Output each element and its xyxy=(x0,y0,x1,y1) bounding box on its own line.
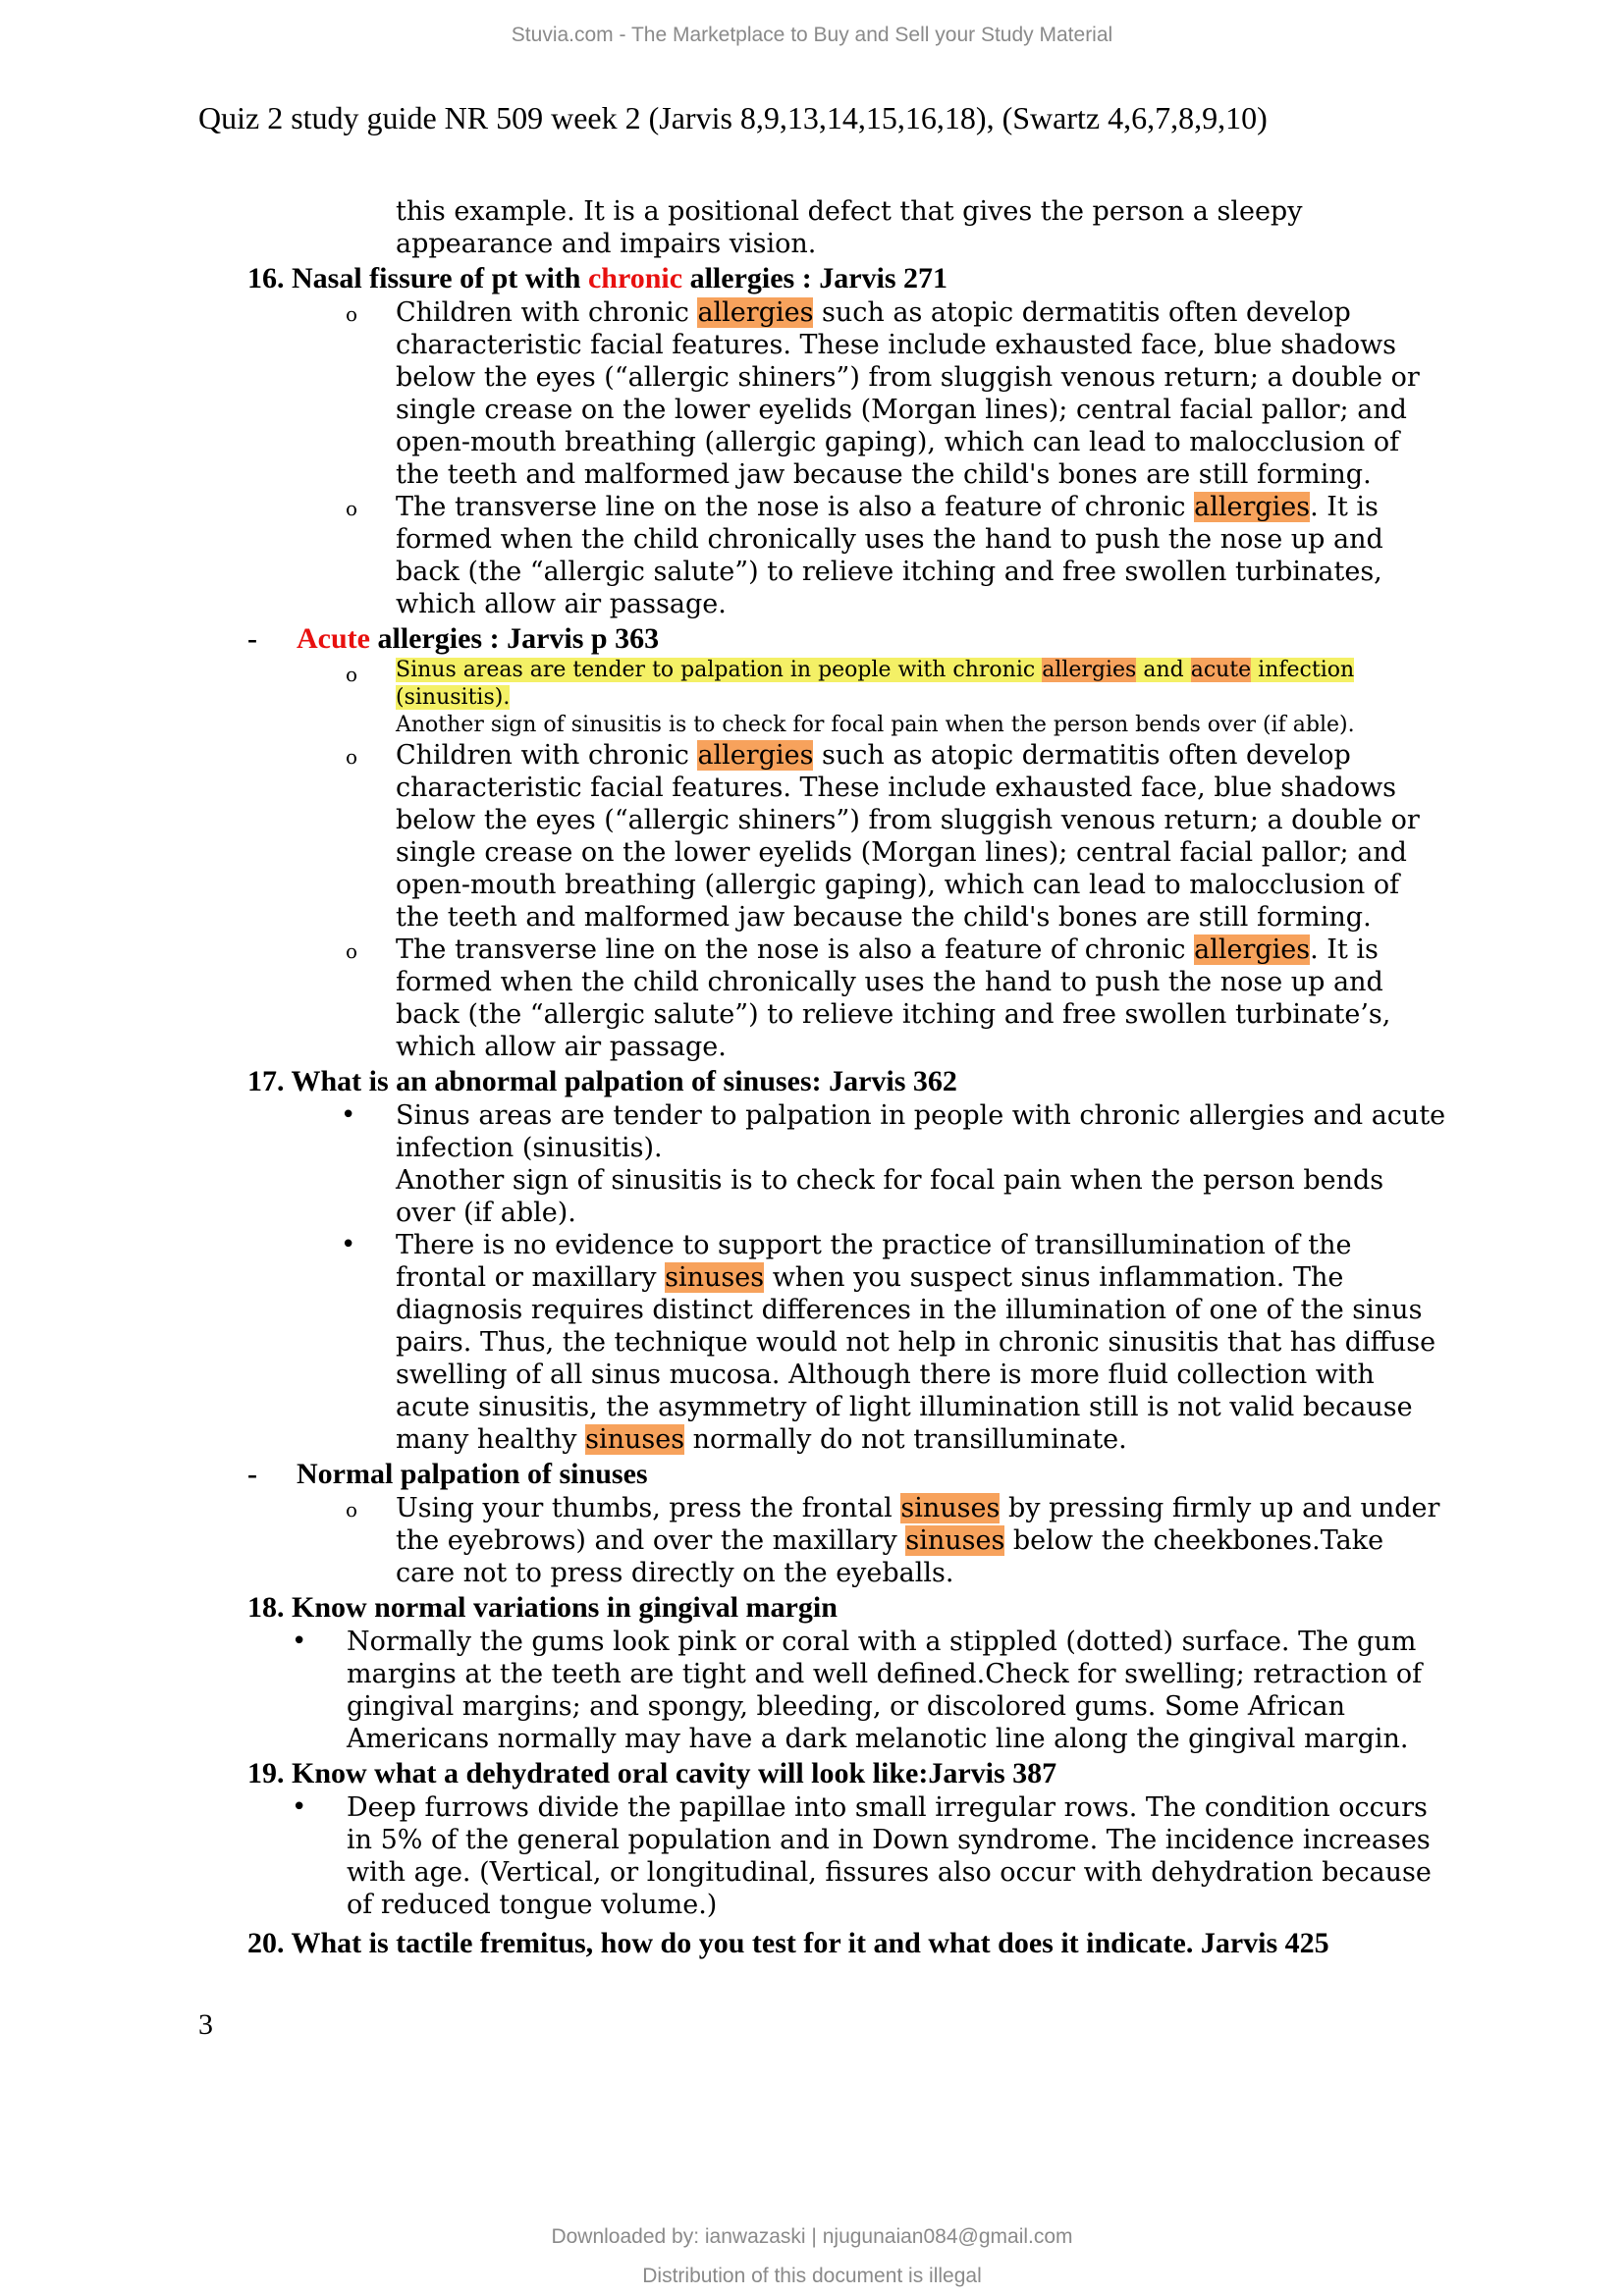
text-line: back (the “allergic salute”) to relieve itching and free swollen turbinates, xyxy=(396,557,1382,587)
text-span: when you suspect sinus inflammation. The xyxy=(764,1262,1344,1293)
circle-bullet-icon: o xyxy=(346,1498,358,1522)
normal-palpation-heading xyxy=(0,1456,1624,1492)
text-line: in 5% of the general population and in Down syndrome. The incidence increases xyxy=(347,1825,1431,1855)
text-line: the teeth and malformed jaw because the child's bones are still forming. xyxy=(396,902,1372,933)
yellow-highlight-span: and xyxy=(1136,658,1191,682)
text-line xyxy=(0,739,1624,772)
list-item xyxy=(0,1791,1624,1921)
circle-bullet-icon: o xyxy=(346,939,358,963)
acute-allergies-heading xyxy=(0,620,1624,657)
bullet-icon: • xyxy=(341,1100,356,1130)
text-line: Another sign of sinusitis is to check for focal pain when the person bends over (if able). xyxy=(396,713,1355,737)
highlight-span: acute xyxy=(1190,658,1252,682)
yellow-highlight-span: (sinusitis). xyxy=(396,685,511,710)
text-line xyxy=(0,1261,1624,1294)
text-line: acute sinusitis, the asymmetry of light illumination still is not valid because xyxy=(396,1392,1413,1422)
text-span: Children with chronic xyxy=(396,740,698,771)
text-span: Children with chronic xyxy=(396,297,698,328)
text-span: The transverse line on the nose is also a feature of chronic xyxy=(396,934,1195,965)
text-line: of reduced tongue volume.) xyxy=(347,1890,718,1920)
circle-bullet-icon: o xyxy=(346,497,358,520)
text-line: below the eyes (“allergic shiners”) from sluggish venous return; a double or xyxy=(396,805,1420,835)
dash-bullet-icon: - xyxy=(247,1458,257,1490)
list-item xyxy=(0,491,1624,620)
highlight-span: allergies xyxy=(1194,492,1311,522)
text-line: Normally the gums look pink or coral with a stippled (dotted) surface. The gum xyxy=(347,1627,1417,1657)
list-item xyxy=(0,1229,1624,1456)
text-span: . It is xyxy=(1310,492,1379,522)
bullet-icon: • xyxy=(292,1792,307,1822)
text-line: single crease on the lower eyelids (Morgan lines); central facial pallor; and xyxy=(396,395,1407,425)
text-span: below the cheekbones.Take xyxy=(1004,1525,1384,1556)
question-20-heading: 20. What is tactile fremitus, how do you test for it and what does it indicate. Jarvis 425 xyxy=(247,1927,1329,1959)
text-line: this example. It is a positional defect that gives the person a sleepy xyxy=(396,196,1303,227)
list-item xyxy=(0,1099,1624,1229)
page-number: 3 xyxy=(198,2008,213,2041)
text-span: frontal or maxillary xyxy=(396,1262,666,1293)
circle-bullet-icon: o xyxy=(346,745,358,769)
text-line xyxy=(0,1524,1624,1557)
text-line: diagnosis requires distinct differences in the illumination of one of the sinus xyxy=(396,1295,1423,1325)
question-19-heading: 19. Know what a dehydrated oral cavity will look like:Jarvis 387 xyxy=(247,1757,1057,1789)
bullet-icon: • xyxy=(341,1230,356,1259)
text-line: characteristic facial features. These include exhausted face, blue shadows xyxy=(396,773,1397,803)
text-line xyxy=(0,491,1624,523)
list-item xyxy=(0,1492,1624,1589)
text-line: Sinus areas are tender to palpation in people with chronic allergies and acute xyxy=(396,1100,1446,1131)
text-line: the teeth and malformed jaw because the child's bones are still forming. xyxy=(396,459,1372,490)
text-line: formed when the child chronically uses the hand to push the nose up and xyxy=(396,967,1383,997)
text-line: swelling of all sinus mucosa. Although there is more fluid collection with xyxy=(396,1360,1375,1390)
text-line xyxy=(0,934,1624,966)
highlight-span: allergies xyxy=(1194,934,1311,965)
text-span: . It is xyxy=(1310,934,1379,965)
text-line: characteristic facial features. These include exhausted face, blue shadows xyxy=(396,330,1397,360)
bullet-icon: • xyxy=(292,1627,307,1656)
highlight-span: sinuses xyxy=(905,1525,1005,1556)
downloaded-by-footer: Downloaded by: ianwazaski | njugunaian084@gmail.com xyxy=(551,2225,1073,2248)
text-span: normally do not transilluminate. xyxy=(684,1424,1127,1455)
text-line: over (if able). xyxy=(396,1198,576,1228)
list-item xyxy=(0,657,1624,739)
heading-text: Normal palpation of sinuses xyxy=(297,1458,648,1490)
stuvia-watermark: Stuvia.com - The Marketplace to Buy and Sell your Study Material xyxy=(511,24,1113,46)
text-line xyxy=(0,657,1624,684)
text-span: Using your thumbs, press the frontal xyxy=(396,1493,901,1523)
red-keyword: chronic xyxy=(587,262,683,294)
list-item xyxy=(0,739,1624,934)
dash-bullet-icon: - xyxy=(247,622,257,655)
page-body xyxy=(0,195,1624,1961)
text-span: by pressing firmly up and under xyxy=(1000,1493,1440,1523)
list-item xyxy=(0,296,1624,491)
heading-text: allergies : Jarvis p 363 xyxy=(369,622,660,655)
highlight-span: sinuses xyxy=(900,1493,1001,1523)
text-line xyxy=(0,1423,1624,1456)
text-span: the eyebrows) and over the maxillary xyxy=(396,1525,906,1556)
text-line: pairs. Thus, the technique would not help in chronic sinusitis that has diffuse xyxy=(396,1327,1436,1358)
text-line: gingival margins; and spongy, bleeding, or discolored gums. Some African xyxy=(347,1691,1346,1722)
text-span: such as atopic dermatitis often develop xyxy=(813,297,1351,328)
circle-bullet-icon: o xyxy=(346,302,358,326)
text-span: such as atopic dermatitis often develop xyxy=(813,740,1351,771)
list-item xyxy=(0,934,1624,1063)
text-line: Americans normally may have a dark melanotic line along the gingival margin. xyxy=(347,1724,1409,1754)
text-line: open-mouth breathing (allergic gaping), which can lead to malocclusion of xyxy=(396,427,1400,457)
heading-text: 16. Nasal fissure of pt with xyxy=(247,262,588,294)
text-span: many healthy xyxy=(396,1424,586,1455)
yellow-highlight-span: Sinus areas are tender to palpation in people with chronic xyxy=(396,658,1043,682)
text-line: open-mouth breathing (allergic gaping), which can lead to malocclusion of xyxy=(396,870,1400,900)
text-line: appearance and impairs vision. xyxy=(396,229,817,259)
text-line xyxy=(0,296,1624,329)
text-line: back (the “allergic salute”) to relieve itching and free swollen turbinate’s, xyxy=(396,999,1391,1030)
text-line: infection (sinusitis). xyxy=(396,1133,663,1163)
text-line: care not to press directly on the eyeballs. xyxy=(396,1558,954,1588)
highlight-span: allergies xyxy=(697,297,814,328)
text-line: which allow air passage. xyxy=(396,589,727,619)
text-line: Another sign of sinusitis is to check for focal pain when the person bends xyxy=(396,1165,1384,1196)
text-line xyxy=(0,1492,1624,1524)
highlight-span: sinuses xyxy=(665,1262,765,1293)
text-line: margins at the teeth are tight and well defined.Check for swelling; retraction of xyxy=(347,1659,1423,1689)
question-16-heading xyxy=(0,260,1624,296)
text-span: The transverse line on the nose is also a feature of chronic xyxy=(396,492,1195,522)
circle-bullet-icon: o xyxy=(346,663,358,686)
highlight-span: allergies xyxy=(1042,658,1137,682)
red-keyword: Acute xyxy=(297,622,370,655)
document-header: Quiz 2 study guide NR 509 week 2 (Jarvis 8,9,13,14,15,16,18), (Swartz 4,6,7,8,9,10) xyxy=(198,100,1268,135)
text-line: which allow air passage. xyxy=(396,1032,727,1062)
question-18-heading: 18. Know normal variations in gingival margin xyxy=(247,1591,838,1624)
text-line: formed when the child chronically uses the hand to push the nose up and xyxy=(396,524,1383,555)
highlight-span: sinuses xyxy=(585,1424,685,1455)
text-line: single crease on the lower eyelids (Morgan lines); central facial pallor; and xyxy=(396,837,1407,868)
text-line: Deep furrows divide the papillae into small irregular rows. The condition occurs xyxy=(347,1792,1428,1823)
heading-text: allergies : Jarvis 271 xyxy=(682,262,948,294)
illegal-notice-footer: Distribution of this document is illegal xyxy=(642,2265,982,2287)
yellow-highlight-span: infection xyxy=(1251,658,1355,682)
question-17-heading: 17. What is an abnormal palpation of sinuses: Jarvis 362 xyxy=(247,1065,957,1097)
text-line xyxy=(0,684,1624,712)
highlight-span: allergies xyxy=(697,740,814,771)
text-line: with age. (Vertical, or longitudinal, fissures also occur with dehydration because xyxy=(347,1857,1432,1888)
list-item xyxy=(0,1626,1624,1755)
text-line: below the eyes (“allergic shiners”) from sluggish venous return; a double or xyxy=(396,362,1420,393)
text-line: There is no evidence to support the practice of transillumination of the xyxy=(396,1230,1352,1260)
